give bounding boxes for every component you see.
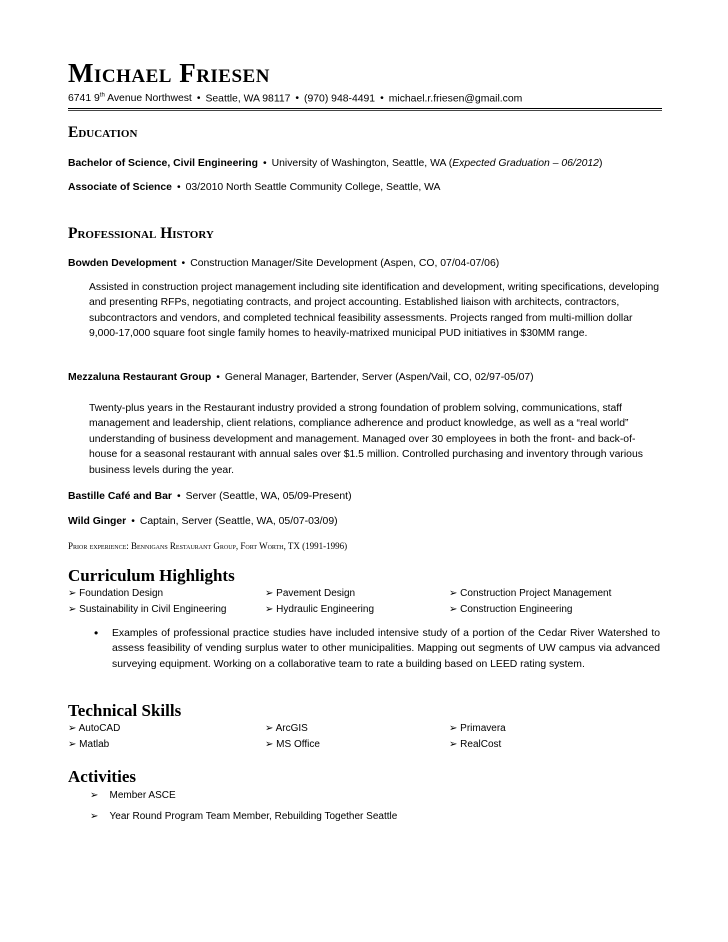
degree: Associate of Science: [68, 182, 172, 193]
history-heading: Professional History: [68, 225, 214, 242]
skill-label: Matlab: [79, 739, 110, 750]
arrow-icon: ➢: [265, 723, 274, 734]
degree-detail: 03/2010 North Seattle Community College, Seattle, WA: [185, 182, 441, 193]
job-role: Server (Seattle, WA, 05/09-Present): [185, 491, 352, 502]
job-description: Twenty-plus years in the Restaurant industry provided a strong foundation of problem solving, communications, staff management and leadership, client relations, compliance adherence and product knowledge, as well as a “real world” understanding of business development and management. Managed over 30 employees in both the front- and back-of-house for a seasonal restaurant with annual sales over $1.5 million. Controlled purchasing and inventory through various business levels during the year.: [89, 403, 643, 476]
city: Seattle, WA 98117: [205, 93, 291, 105]
arrow-icon: ➢: [449, 588, 458, 599]
job-role: Construction Manager/Site Development (Aspen, CO, 07/04-07/06): [190, 258, 500, 269]
email: michael.r.friesen@gmail.com: [388, 93, 523, 105]
prior-experience: Prior experience: Bennigans Restaurant Group, Fort Worth, TX (1991-1996): [68, 541, 348, 551]
skill-item: [68, 723, 120, 734]
separator: •: [295, 93, 300, 105]
curriculum-item: [449, 604, 572, 615]
skill-item: [265, 739, 320, 750]
curriculum-item: [265, 588, 355, 599]
employer: Bastille Café and Bar: [68, 491, 172, 502]
header-divider: [68, 108, 662, 109]
education-entry: [68, 158, 602, 169]
paren: ): [598, 158, 603, 169]
curriculum-label: Foundation Design: [79, 588, 164, 599]
job-title-line: [68, 491, 352, 502]
curriculum-label: Sustainability in Civil Engineering: [79, 604, 227, 615]
arrow-icon: ➢: [68, 739, 77, 750]
phone: (970) 948-4491: [304, 93, 376, 105]
curriculum-item: [68, 604, 226, 615]
address: 6741 9th Avenue Northwest: [68, 93, 192, 105]
job-title-line: [68, 258, 499, 269]
bullet-icon: •: [94, 626, 99, 640]
employer: Bowden Development: [68, 258, 177, 269]
arrow-icon: ➢: [449, 604, 458, 615]
curriculum-label: Construction Engineering: [460, 604, 573, 615]
job-role: General Manager, Bartender, Server (Aspen/Vail, CO, 02/97-05/07): [224, 372, 534, 383]
arrow-icon: ➢: [449, 739, 458, 750]
job-role: Captain, Server (Seattle, WA, 05/07-03/09): [139, 516, 338, 527]
job-description: Assisted in construction project management including site identification and development, writing specifications, developing and presenting RFPs, negotiating contracts, and project accounting. Established liaison with architects, contractors, subcontractors and vendors, and completed technical feasibility assessments. Projects ranged from multi-million dollar 9,000-17,000 square foot single family homes to heavily-matrixed municipal PUD initiatives in $30MM range.: [89, 282, 660, 340]
arrow-icon: ➢: [68, 588, 77, 599]
separator: •: [380, 93, 384, 105]
activity-item: [90, 790, 176, 801]
activity-label: Year Round Program Team Member, Rebuilding Together Seattle: [109, 811, 398, 822]
skill-label: MS Office: [276, 739, 320, 750]
curriculum-heading: Curriculum Highlights: [68, 566, 235, 585]
job-title-line: [68, 372, 534, 383]
curriculum-item: [68, 588, 163, 599]
activity-label: Member ASCE: [109, 790, 176, 801]
arrow-icon: ➢: [68, 604, 77, 615]
activities-heading: Activities: [68, 767, 136, 786]
separator: •: [181, 258, 186, 269]
skills-heading: Technical Skills: [68, 701, 182, 720]
degree: Bachelor of Science, Civil Engineering: [68, 158, 258, 169]
separator: •: [262, 158, 267, 169]
contact-line: [68, 93, 522, 104]
skill-item: [68, 739, 109, 750]
curriculum-label: Construction Project Management: [460, 588, 612, 599]
skill-label: ArcGIS: [275, 723, 308, 734]
separator: •: [176, 491, 181, 502]
curriculum-description: Examples of professional practice studies have included intensive study of a portion of the Cedar River Watershed to assess feasibility of vending surplus water to other municipalities. Mapping out segments of UW campus via advanced surveying equipment. Working on a collaborative team to rate a building based on LEED rating system.: [112, 628, 660, 670]
skill-item: [449, 739, 501, 750]
job-title-line: [68, 516, 338, 527]
arrow-icon: ➢: [449, 723, 458, 734]
school: University of Washington: [271, 158, 387, 169]
separator: •: [131, 516, 135, 527]
separator: •: [196, 93, 201, 105]
curriculum-item: [265, 604, 374, 615]
arrow-icon: ➢: [68, 723, 77, 734]
curriculum-item: [449, 588, 611, 599]
curriculum-label: Hydraulic Engineering: [276, 604, 375, 615]
arrow-icon: ➢: [90, 811, 99, 822]
location: , Seattle, WA (: [386, 158, 453, 169]
arrow-icon: ➢: [265, 739, 274, 750]
resume-name: Michael Friesen: [68, 58, 270, 88]
separator: •: [176, 182, 181, 193]
education-entry: [68, 182, 440, 193]
skill-label: RealCost: [460, 739, 502, 750]
activity-item: [90, 811, 397, 822]
education-heading: Education: [68, 124, 138, 141]
arrow-icon: ➢: [90, 790, 99, 801]
curriculum-label: Pavement Design: [276, 588, 356, 599]
skill-label: Primavera: [460, 723, 506, 734]
graduation-note: Expected Graduation – 06/2012: [452, 158, 599, 169]
skill-item: [449, 723, 506, 734]
skill-item: [265, 723, 308, 734]
employer: Mezzaluna Restaurant Group: [68, 372, 212, 383]
arrow-icon: ➢: [265, 588, 274, 599]
employer: Wild Ginger: [68, 516, 127, 527]
skill-label: AutoCAD: [78, 723, 121, 734]
separator: •: [216, 372, 220, 383]
arrow-icon: ➢: [265, 604, 274, 615]
header-divider-2: [68, 110, 662, 111]
